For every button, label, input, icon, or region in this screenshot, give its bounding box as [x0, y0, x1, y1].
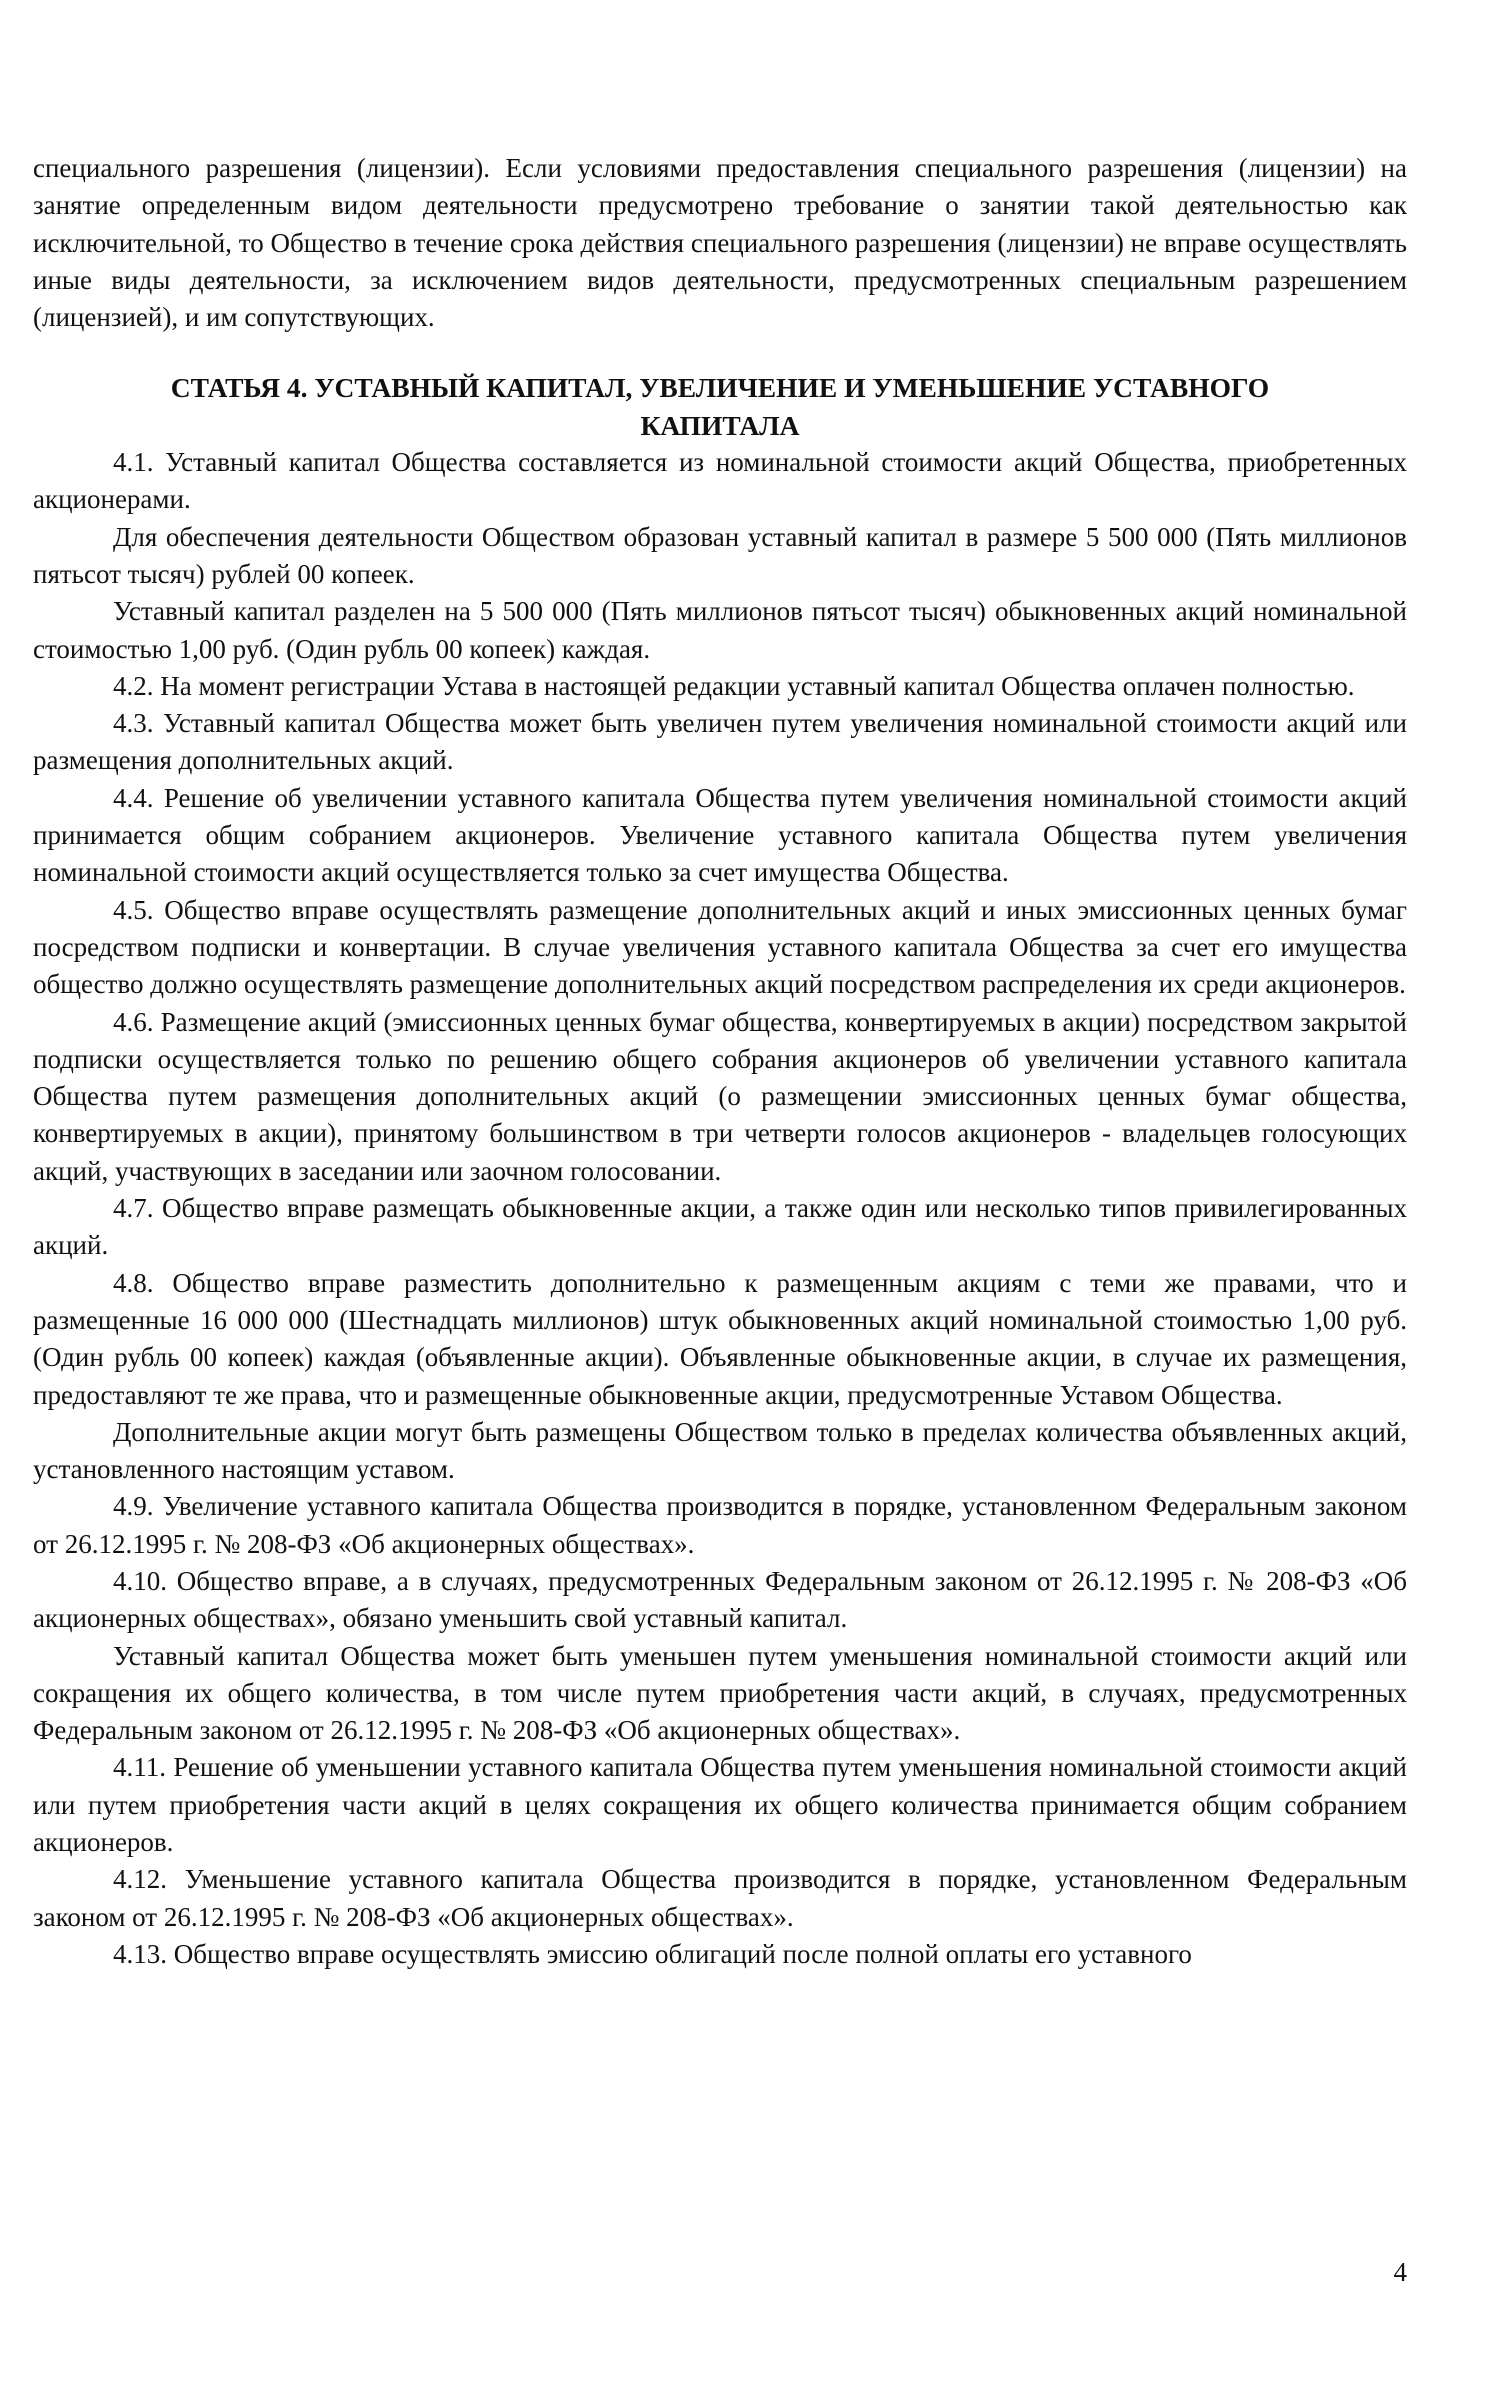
paragraph-4-5: 4.5. Общество вправе осуществлять размещение дополнительных акций и иных эмиссионных ценных бумаг посредством подписки и конвертации. В случае увеличения уставного капитала Общества за счет его имущества общество должно осуществлять размещение дополнительных акций посредством распределения их среди акционеров.	[33, 894, 1407, 1000]
paragraph-capital-reduction: Уставный капитал Общества может быть уменьшен путем уменьшения номинальной стоимости акций или сокращения их общего количества, в том числе путем приобретения части акций, в случаях, предусмотренных Федеральным законом от 26.12.1995 г. № 208-ФЗ «Об акционерных обществах».	[33, 1640, 1407, 1746]
paragraph-4-9: 4.9. Увеличение уставного капитала Общества производится в порядке, установленном Федеральным законом от 26.12.1995 г. № 208-ФЗ «Об акционерных обществах».	[33, 1491, 1407, 1559]
paragraph-4-10: 4.10. Общество вправе, а в случаях, предусмотренных Федеральным законом от 26.12.1995 г. № 208-ФЗ «Об акционерных обществах», обязано уменьшить свой уставный капитал.	[33, 1565, 1407, 1634]
paragraph-4-3: 4.3. Уставный капитал Общества может быть увеличен путем увеличения номинальной стоимости акций или размещения дополнительных акций.	[33, 708, 1407, 776]
document-page	[33, 150, 1407, 1973]
paragraph-4-2: 4.2. На момент регистрации Устава в настоящей редакции уставный капитал Общества оплачен полностью.	[113, 670, 1355, 701]
paragraph-additional-shares: Дополнительные акции могут быть размещены Обществом только в пределах количества объявленных акций, установленного настоящим уставом.	[33, 1416, 1407, 1485]
paragraph-4-12: 4.12. Уменьшение уставного капитала Общества производится в порядке, установленном Федеральным законом от 26.12.1995 г. № 208-ФЗ «Об акционерных обществах».	[33, 1864, 1407, 1932]
paragraph-4-8: 4.8. Общество вправе разместить дополнительно к размещенным акциям с теми же правами, что и размещенные 16 000 000 (Шестнадцать миллионов) штук обыкновенных акций номинальной стоимостью 1,00 руб. (Один рубль 00 копеек) каждая (объявленные акции). Объявленные обыкновенные акции, в случае их размещения, предоставляют те же права, что и размещенные обыкновенные акции, предусмотренные Уставом Общества.	[33, 1267, 1407, 1410]
paragraph-capital-amount: Для обеспечения деятельности Обществом образован уставный капитал в размере 5 500 000 (Пять миллионов пятьсот тысяч) рублей 00 копеек.	[33, 521, 1407, 589]
page-number: 4	[1393, 2257, 1407, 2287]
paragraph-capital-division: Уставный капитал разделен на 5 500 000 (Пять миллионов пятьсот тысяч) обыкновенных акций номинальной стоимостью 1,00 руб. (Один рубль 00 копеек) каждая.	[33, 596, 1407, 664]
article-body	[33, 444, 1407, 1973]
paragraph-4-11: 4.11. Решение об уменьшении уставного капитала Общества путем уменьшения номинальной стоимости акций или путем приобретения части акций в целях сокращения их общего количества принимается общим собранием акционеров.	[33, 1752, 1407, 1858]
paragraph-4-13: 4.13. Общество вправе осуществлять эмиссию облигаций после полной оплаты его уставного	[113, 1938, 1192, 1969]
intro-paragraph: специального разрешения (лицензии). Если условиями предоставления специального разрешения (лицензии) на занятие определенным видом деятельности предусмотрено требование о занятии такой деятельностью как исключительной, то Общество в течение срока действия специального разрешения (лицензии) не вправе осуществлять иные виды деятельности, за исключением видов деятельности, предусмотренных специальным разрешением (лицензией), и им сопутствующих.	[33, 153, 1407, 333]
paragraph-4-7: 4.7. Общество вправе размещать обыкновенные акции, а также один или несколько типов привилегированных акций.	[33, 1193, 1407, 1261]
paragraph-4-4: 4.4. Решение об увеличении уставного капитала Общества путем увеличения номинальной стоимости акций принимается общим собранием акционеров. Увеличение уставного капитала Общества путем увеличения номинальной стоимости акций осуществляется только за счет имущества Общества.	[33, 782, 1407, 888]
paragraph-4-1: 4.1. Уставный капитал Общества составляется из номинальной стоимости акций Общества, приобретенных акционерами.	[33, 447, 1407, 515]
article-heading: СТАТЬЯ 4. УСТАВНЫЙ КАПИТАЛ, УВЕЛИЧЕНИЕ И УМЕНЬШЕНИЕ УСТАВНОГО КАПИТАЛА	[170, 372, 1270, 441]
paragraph-4-6: 4.6. Размещение акций (эмиссионных ценных бумаг общества, конвертируемых в акции) посредством закрытой подписки осуществляется только по решению общего собрания акционеров об увеличении уставного капитала Общества путем размещения дополнительных акций (о размещении эмиссионных ценных бумаг общества, конвертируемых в акции), принятому большинством в три четверти голосов акционеров - владельцев голосующих акций, участвующих в заседании или заочном голосовании.	[33, 1006, 1407, 1186]
